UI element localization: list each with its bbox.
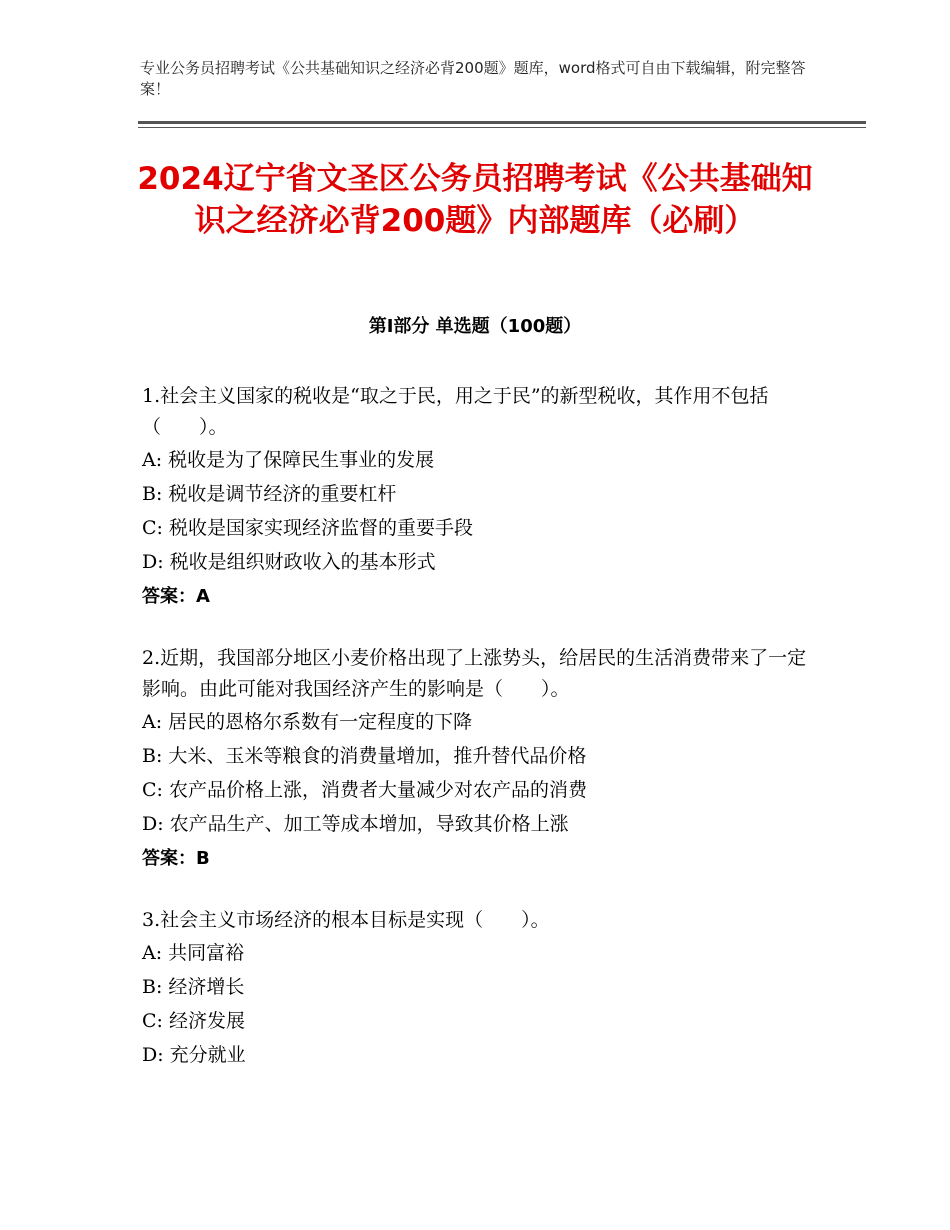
option-d: D: 税收是组织财政收入的基本形式 — [142, 551, 436, 573]
option-a: A: 税收是为了保障民生事业的发展 — [142, 449, 435, 471]
document-title: 2024辽宁省文圣区公务员招聘考试《公共基础知识之经济必背200题》内部题库（必刷） — [137, 161, 813, 239]
option-d: D: 充分就业 — [142, 1044, 246, 1066]
question-text: 1.社会主义国家的税收是“取之于民，用之于民”的新型税收，其作用不包括（ ）。 — [142, 385, 769, 438]
option-c: C: 经济发展 — [142, 1010, 245, 1032]
question-2 — [142, 643, 822, 877]
option-b: B: 税收是调节经济的重要杠杆 — [142, 483, 397, 505]
question-1 — [142, 381, 822, 615]
header-divider-thin — [138, 127, 866, 128]
option-b: B: 经济增长 — [142, 976, 245, 998]
option-a: A: 共同富裕 — [142, 942, 245, 964]
question-list — [142, 381, 822, 1100]
header-divider-thick — [138, 121, 866, 124]
header-note: 专业公务员招聘考试《公共基础知识之经济必背200题》题库，word格式可自由下载编辑，附完整答案！ — [140, 59, 806, 98]
question-3 — [142, 905, 822, 1072]
option-a: A: 居民的恩格尔系数有一定程度的下降 — [142, 711, 473, 733]
option-c: C: 农产品价格上涨，消费者大量减少对农产品的消费 — [142, 779, 587, 801]
section-title: 第Ⅰ部分 单选题（100题） — [368, 316, 582, 337]
answer-label: 答案：B — [142, 848, 210, 869]
option-b: B: 大米、玉米等粮食的消费量增加，推升替代品价格 — [142, 745, 587, 767]
answer-label: 答案：A — [142, 586, 210, 607]
question-text: 2.近期，我国部分地区小麦价格出现了上涨势头，给居民的生活消费带来了一定影响。由此可能对我国经济产生的影响是（ ）。 — [142, 647, 807, 700]
question-text: 3.社会主义市场经济的根本目标是实现（ ）。 — [142, 909, 550, 931]
option-c: C: 税收是国家实现经济监督的重要手段 — [142, 517, 473, 539]
option-d: D: 农产品生产、加工等成本增加，导致其价格上涨 — [142, 813, 569, 835]
